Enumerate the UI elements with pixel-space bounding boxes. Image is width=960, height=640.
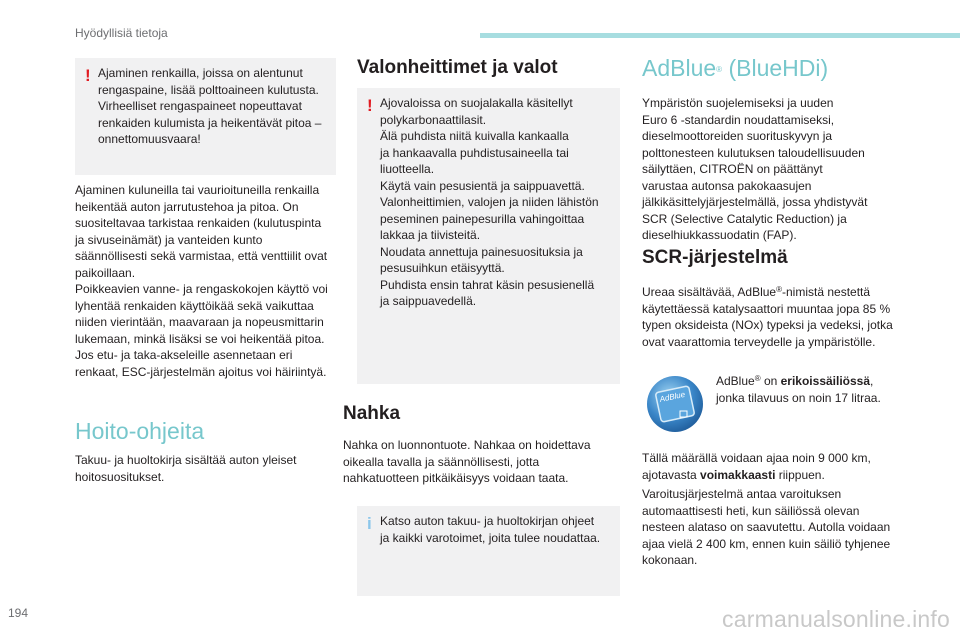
info-icon: i <box>367 514 372 533</box>
range-bold: voimakkaasti <box>700 467 776 482</box>
scr-heading: SCR-järjestelmä <box>642 247 788 268</box>
leather-info-box <box>357 506 620 596</box>
registered-mark: ® <box>754 374 761 383</box>
lights-warning-box <box>357 88 620 384</box>
caption-bold: erikoissäiliössä <box>780 374 871 388</box>
range-line1: Tällä määrällä voidaan ajaa noin 9 000 km, <box>642 451 871 465</box>
scr-line1-b: -nimistä nestettä <box>782 285 871 299</box>
adblue-icon-label: AdBlue <box>658 389 686 404</box>
adblue-intro-text: Ympäristön suojelemiseksi ja uuden Euro 6 -standardin noudattamiseksi, dieselmoottoreiden suorituskyvyn ja polttonesteen kulutuksen taloudellisuuden säilyttäen, CITROËN on päättänyt varustaa autonsa pakokaasujen jälkikäsittelyjärjestelmällä, jossa yhdistyvät SCR (Selective Catalytic Reduction) ja dieselhiukkassuodatin (FAP). <box>642 96 868 242</box>
caption-line2: jonka tilavuus on noin 17 litraa. <box>716 390 881 405</box>
caption-b: on <box>760 374 781 388</box>
range-line2-c: riippuen. <box>775 467 825 482</box>
registered-mark: ® <box>776 285 782 294</box>
registered-mark: ® <box>716 65 723 74</box>
adblue-heading-main: AdBlue <box>642 55 717 81</box>
adblue-icon-caption <box>716 371 881 406</box>
tire-body-text: Ajaminen kuluneilla tai vaurioituneilla renkailla heikentää auton jarrutustehoa ja pitoa. On suositeltavaa tarkistaa renkaiden (kulutuspinta ja sivuseinämät) ja vanteiden kunto säännöllisesti sekä varmistaa, että venttiilit ovat paikoillaan. Poikkeavien vanne- ja rengaskokojen käyttö voi lyhentää renkaiden käyttöikää sekä vaikuttaa niiden vierintään, maavaraan ja nopeusmittarin lukemaan, minkä lisäksi se voi heikentää pitoa. Jos etu- ja taka-akseleille asennetaan eri renkaat, ESC-järjestelmän ajoitus voi häiriintyä. <box>75 183 328 379</box>
scr-line1-a: Ureaa sisältävää, AdBlue <box>642 285 777 299</box>
tire-warning-box <box>75 58 336 175</box>
header-accent-bar <box>480 33 960 38</box>
lights-warning-text: Ajovaloissa on suojalakalla käsitellyt polykarbonaattilasit. Älä puhdista niitä kuivalla kankaalla ja hankaavalla puhdistusaineella tai liuotteella. Käytä vain pesusientä ja saippuavettä. Valonheittimien, valojen ja niiden lähistön peseminen painepesurilla vahingoittaa lakkaa ja tiivisteitä. Noudata annettuja painesuosituksia ja pesusuihkun etäisyyttä. Puhdista ensin tahrat käsin pesusienellä ja saippuavedellä. <box>380 96 599 308</box>
adblue-heading-rest: (BlueHDi) <box>722 55 829 81</box>
header-title: Hyödyllisiä tietoja <box>75 26 168 40</box>
adblue-heading <box>642 55 828 82</box>
range-text <box>642 450 917 483</box>
caption-a: AdBlue <box>716 374 755 388</box>
watermark: carmanualsonline.info <box>722 606 950 632</box>
leather-info-text: Katso auton takuu- ja huoltokirjan ohjeet ja kaikki varotoimet, joita tulee noudattaa. <box>380 514 601 545</box>
scr-rest: käytettäessä katalysaattori muuntaa jopa 85 % typen oksideista (NOx) typeksi ja vedeksi, jotka ovat vaarattomia terveydelle ja ympäristölle. <box>642 301 893 349</box>
care-heading: Hoito-ohjeita <box>75 418 205 444</box>
page-number: 194 <box>8 606 29 620</box>
scr-body-text <box>642 282 917 350</box>
care-body-text: Takuu- ja huoltokirja sisältää auton yleiset hoitosuositukset. <box>75 453 297 484</box>
leather-heading: Nahka <box>343 403 401 424</box>
warning-icon: ! <box>367 96 373 115</box>
warning-icon: ! <box>85 66 91 85</box>
adblue-tank-icon <box>646 375 704 433</box>
warning-system-text: Varoitusjärjestelmä antaa varoituksen automaattisesti heti, kun säiliössä olevan nesteen alataso on saavutettu. Autolla voidaan ajaa vielä 2 400 km, ennen kuin säiliö tyhjenee kokonaan. <box>642 487 891 567</box>
leather-body-text: Nahka on luonnontuote. Nahkaa on hoidettava oikealla tavalla ja säännöllisesti, jotta nahkatuotteen pitkäikäisyys voidaan taata. <box>343 438 591 485</box>
tire-warning-text: Ajaminen renkailla, joissa on alentunut rengaspaine, lisää polttoaineen kulutusta. Virheelliset rengaspaineet nopeuttavat renkaiden kulumista ja heikentävät pitoa – onnettomuusvaara! <box>98 66 322 146</box>
caption-c: , <box>870 374 874 388</box>
range-line2-a: ajotavasta <box>642 467 701 482</box>
lights-heading: Valonheittimet ja valot <box>357 57 558 78</box>
